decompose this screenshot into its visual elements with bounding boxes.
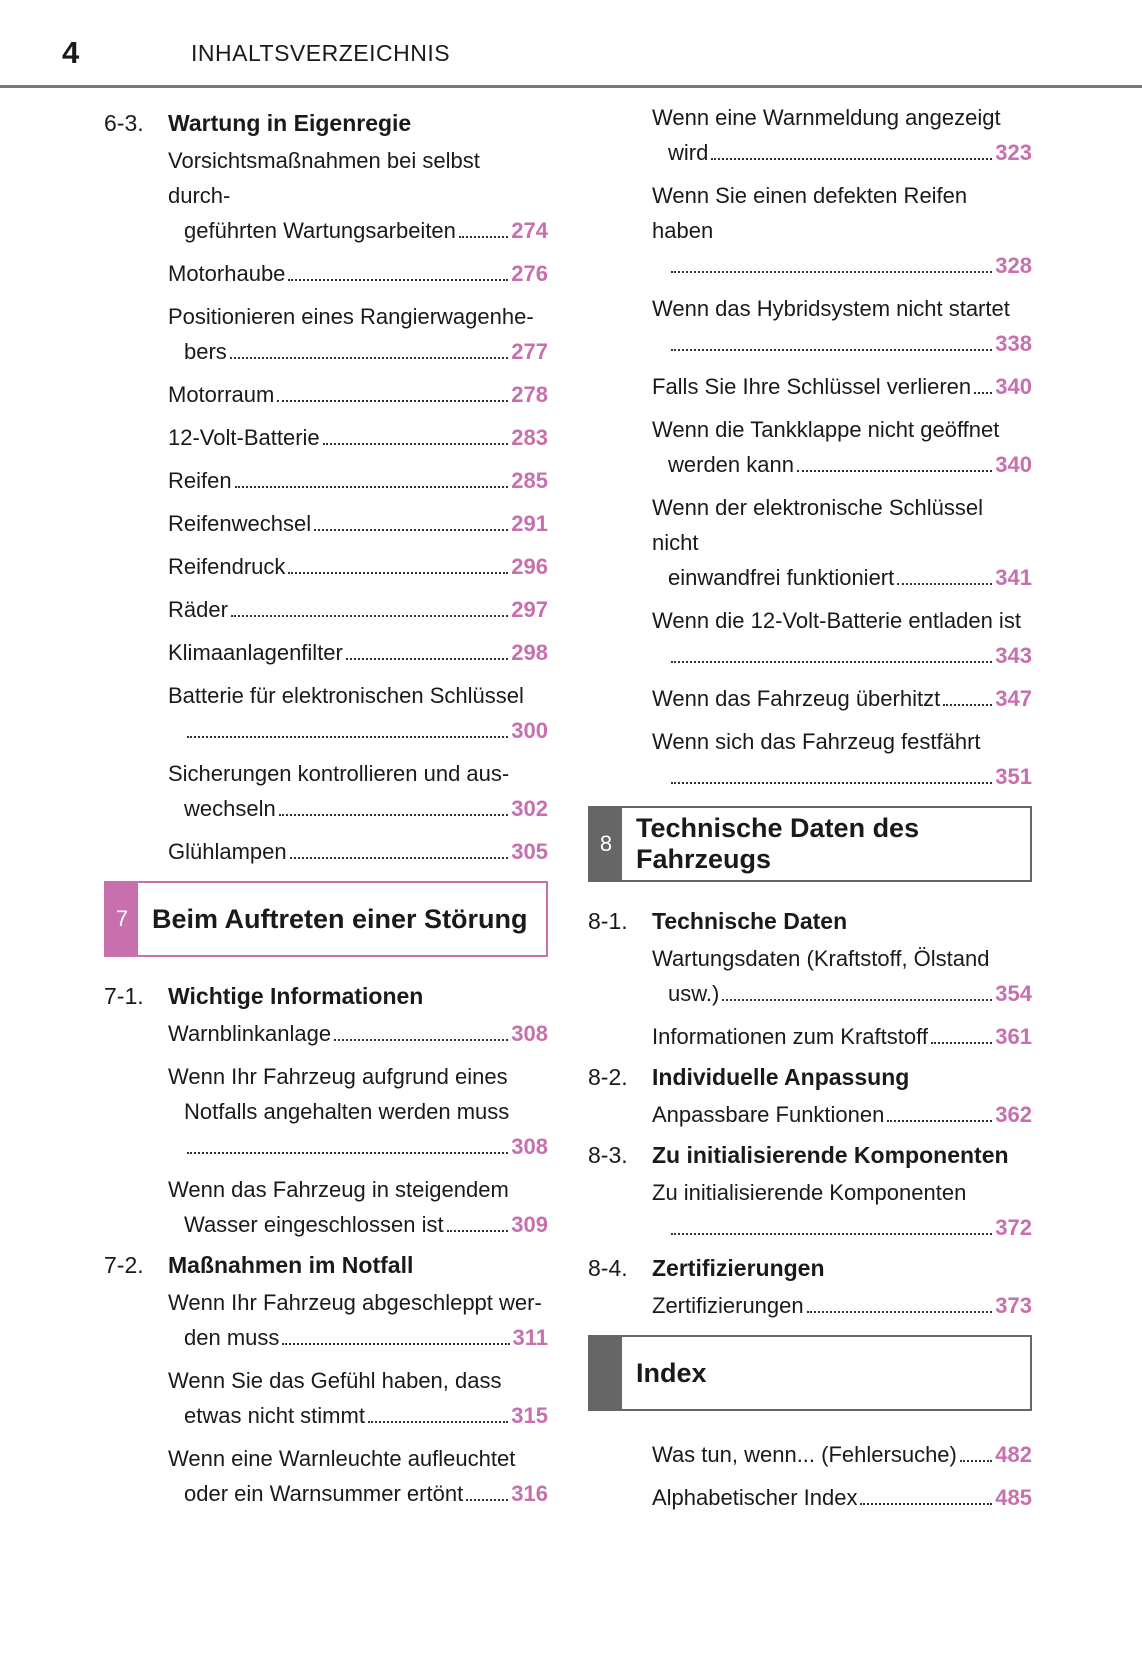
toc-entry[interactable]: 12-Volt-Batterie 283 (168, 420, 548, 455)
chapter-tab (590, 1337, 622, 1409)
toc-entry[interactable]: Warnblinkanlage 308 (168, 1016, 548, 1051)
left-column (104, 100, 548, 1519)
chapter-tab: 7 (106, 883, 138, 955)
toc-entry[interactable]: Wenn eine Warnleuchte aufleuchtet oder ein Warnsummer ertönt 316 (168, 1446, 548, 1506)
toc-entry[interactable]: Wenn das Hybridsystem nicht startet 338 (652, 296, 1032, 356)
toc-entry[interactable]: Wenn Sie einen defekten Reifen haben 328 (652, 183, 1032, 278)
toc-entry[interactable]: Wenn Sie das Gefühl haben, dass etwas nicht stimmt 315 (168, 1368, 548, 1428)
toc-entry[interactable]: Batterie für elektronischen Schlüssel 300 (168, 683, 548, 743)
header-divider (0, 85, 1142, 88)
chapter-title: Beim Auftreten einer Störung (152, 903, 528, 934)
toc-entry[interactable]: Was tun, wenn... (Fehlersuche) 482 (652, 1437, 1032, 1472)
chapter-tab: 8 (590, 808, 622, 880)
toc-entry[interactable]: Informationen zum Kraftstoff 361 (652, 1019, 1032, 1054)
toc-entry[interactable]: Wartungsdaten (Kraftstoff, Ölstand usw.) 354 (652, 946, 1032, 1006)
section-8-4: 8-4. Zertifizierungen (588, 1255, 825, 1281)
chapter-8-heading[interactable] (588, 806, 1032, 882)
toc-entry[interactable]: Wenn Ihr Fahrzeug aufgrund eines Notfalls angehalten werden muss 308 (168, 1064, 548, 1159)
chapter-title: Index (636, 1357, 707, 1388)
page-title: INHALTSVERZEICHNIS (191, 40, 451, 66)
toc-entry[interactable]: Anpassbare Funktionen 362 (652, 1097, 1032, 1132)
right-column (588, 100, 1032, 1523)
toc-entry[interactable]: Motorhaube 276 (168, 256, 548, 291)
toc-entry[interactable]: Alphabetischer Index 485 (652, 1480, 1032, 1515)
index-heading[interactable] (588, 1335, 1032, 1411)
toc-entry[interactable]: Positionieren eines Rangierwagenhe- bers 277 (168, 304, 548, 364)
toc-entry[interactable]: Wenn die 12-Volt-Batterie entladen ist 343 (652, 608, 1032, 668)
toc-entry[interactable]: Reifendruck 296 (168, 549, 548, 584)
toc-entry[interactable]: Wenn Ihr Fahrzeug abgeschleppt wer- den muss 311 (168, 1290, 548, 1350)
section-8-3: 8-3. Zu initialisierende Komponenten (588, 1142, 1009, 1168)
toc-entry[interactable]: Glühlampen 305 (168, 834, 548, 869)
toc-entry[interactable]: Wenn sich das Fahrzeug festfährt 351 (652, 729, 1032, 789)
chapter-title: Technische Daten des Fahrzeugs (636, 813, 920, 874)
toc-entry[interactable]: Reifenwechsel 291 (168, 506, 548, 541)
toc-entry[interactable]: Wenn die Tankklappe nicht geöffnet werden kann 340 (652, 417, 1032, 477)
section-8-2: 8-2. Individuelle Anpassung (588, 1064, 910, 1090)
toc-entry[interactable]: Zertifizierungen 373 (652, 1288, 1032, 1323)
toc-entry[interactable]: Falls Sie Ihre Schlüssel verlieren 340 (652, 369, 1032, 404)
toc-entry[interactable]: Wenn das Fahrzeug in steigendem Wasser eingeschlossen ist 309 (168, 1177, 548, 1237)
page-number: 4 (62, 35, 80, 70)
section-7-2: 7-2. Maßnahmen im Notfall (104, 1252, 414, 1278)
toc-entry[interactable]: Wenn das Fahrzeug überhitzt 347 (652, 681, 1032, 716)
toc-entry[interactable]: Klimaanlagenfilter 298 (168, 635, 548, 670)
toc-entry[interactable]: Sicherungen kontrollieren und aus- wechseln 302 (168, 761, 548, 821)
toc-entry[interactable]: Zu initialisierende Komponenten 372 (652, 1180, 1032, 1240)
section-8-1: 8-1. Technische Daten (588, 908, 848, 934)
section-6-3: 6-3. Wartung in Eigenregie (104, 110, 412, 136)
section-7-1: 7-1. Wichtige Informationen (104, 983, 424, 1009)
toc-entry[interactable]: Wenn eine Warnmeldung angezeigt wird 323 (652, 105, 1032, 165)
chapter-7-heading[interactable] (104, 881, 548, 957)
toc-entry[interactable]: Reifen 285 (168, 463, 548, 498)
toc-entry[interactable]: Wenn der elektronische Schlüssel nicht einwandfrei funktioniert 341 (652, 495, 1032, 590)
toc-entry[interactable]: Vorsichtsmaßnahmen bei selbst durch- geführten Wartungsarbeiten 274 (168, 148, 548, 243)
toc-entry[interactable]: Räder 297 (168, 592, 548, 627)
toc-entry[interactable]: Motorraum 278 (168, 377, 548, 412)
